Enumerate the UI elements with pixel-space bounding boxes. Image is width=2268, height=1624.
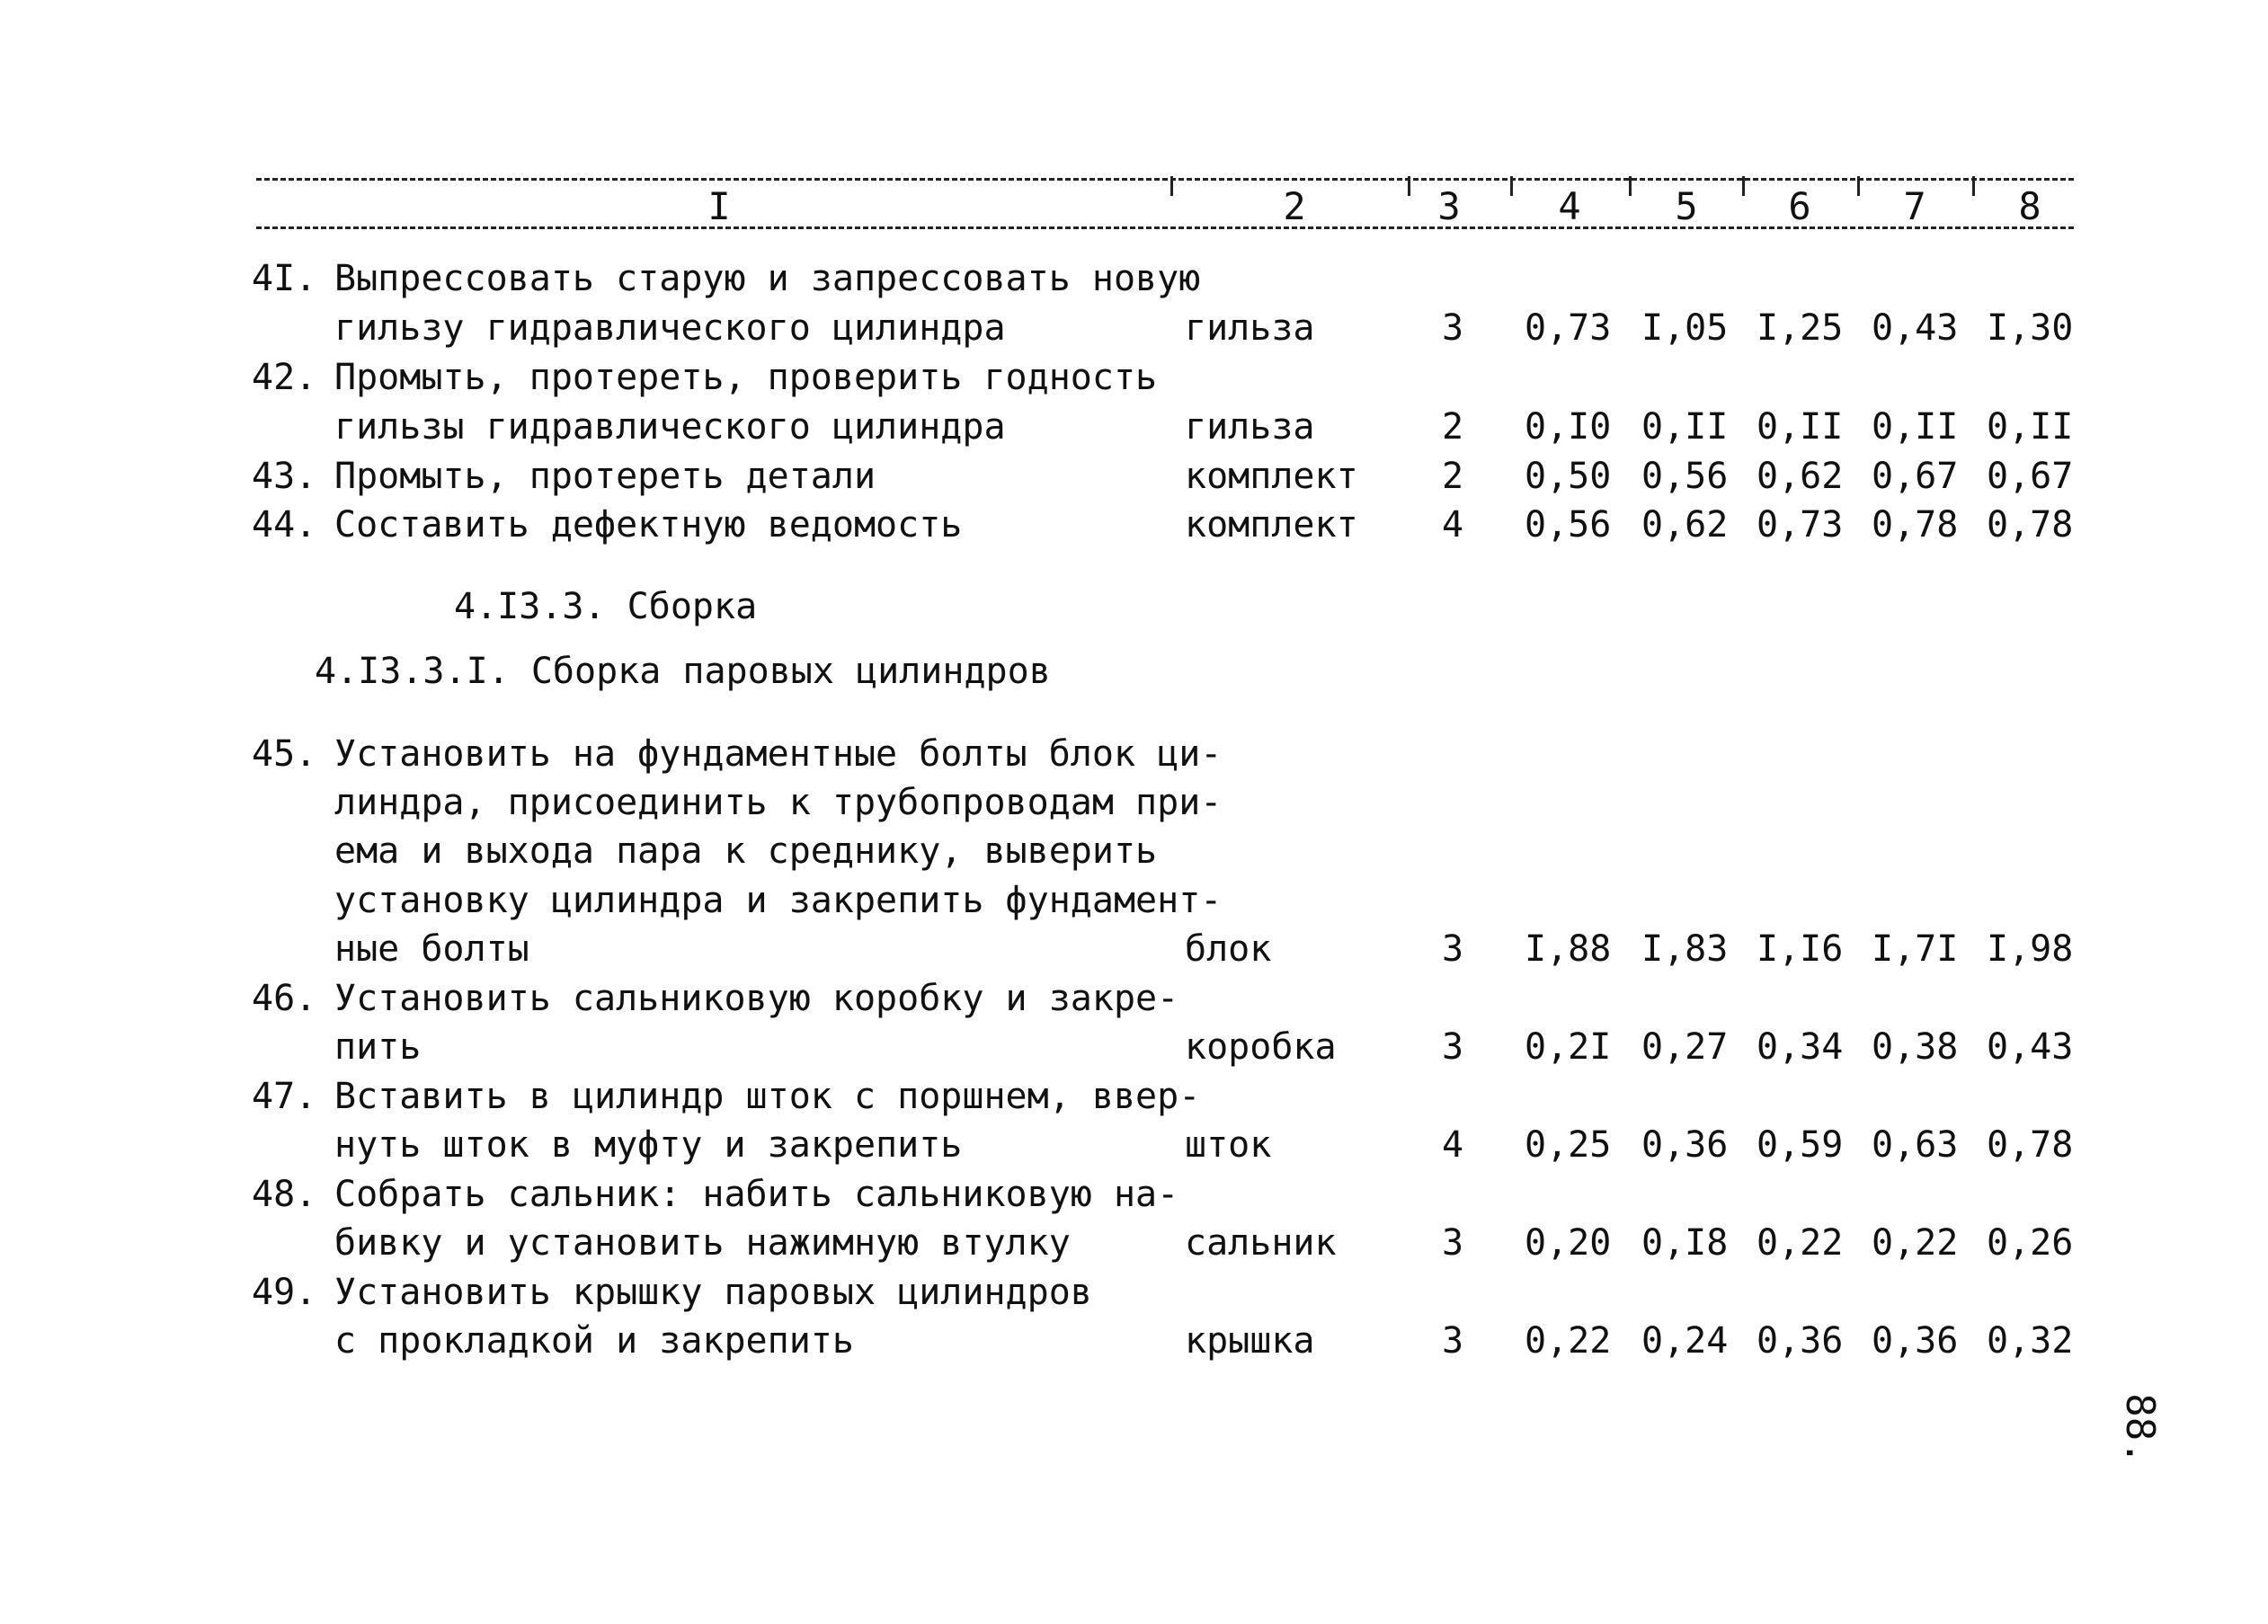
col5-cell: 0,27 — [1641, 1026, 1729, 1068]
header-col-4: 4 — [1558, 184, 1581, 228]
work-description: гильзу гидравлического цилиндра — [334, 307, 1006, 349]
col7-cell: 0,63 — [1872, 1124, 1959, 1166]
col6-cell: 0,62 — [1757, 456, 1844, 497]
col3-cell: 3 — [1441, 1320, 1464, 1362]
col8-cell: 0,43 — [1987, 1026, 2074, 1068]
page-number: 88. — [2117, 1393, 2163, 1465]
section-title: 4.I3.3. Сборка — [454, 586, 758, 627]
row-number: 49. — [252, 1272, 317, 1313]
work-description: с прокладкой и закрепить — [334, 1320, 854, 1362]
work-description: Выпрессовать старую и запрессовать новую — [334, 258, 1201, 299]
work-description: бивку и установить нажимную втулку — [334, 1222, 1071, 1264]
col7-cell: 0,36 — [1872, 1320, 1959, 1362]
col5-cell: I,83 — [1641, 928, 1729, 970]
work-description: линдра, присоединить к трубопроводам при- — [334, 782, 1223, 823]
col5-cell: 0,II — [1641, 406, 1729, 448]
col4-cell: 0,22 — [1525, 1320, 1612, 1362]
unit-cell: крышка — [1185, 1320, 1315, 1362]
header-col-1: I — [707, 184, 731, 228]
col8-cell: I,98 — [1987, 928, 2074, 970]
col3-cell: 4 — [1441, 1124, 1464, 1166]
column-divider — [1170, 176, 1173, 196]
header-top-rule — [256, 178, 2074, 181]
col5-cell: 0,I8 — [1641, 1222, 1729, 1264]
col7-cell: 0,II — [1872, 406, 1959, 448]
header-col-8: 8 — [2018, 184, 2041, 228]
header-col-3: 3 — [1437, 184, 1461, 228]
col3-cell: 4 — [1441, 504, 1464, 546]
col6-cell: 0,59 — [1757, 1124, 1844, 1166]
column-divider — [1510, 176, 1513, 196]
column-divider — [1972, 176, 1975, 196]
unit-cell: гильза — [1185, 406, 1315, 448]
row-number: 43. — [252, 456, 317, 497]
col3-cell: 3 — [1441, 1222, 1464, 1264]
column-divider — [1629, 176, 1632, 196]
work-description: пить — [334, 1026, 422, 1068]
row-number: 44. — [252, 504, 317, 546]
row-number: 46. — [252, 978, 317, 1019]
col7-cell: 0,22 — [1872, 1222, 1959, 1264]
row-number: 42. — [252, 357, 317, 398]
col7-cell: 0,43 — [1872, 307, 1959, 349]
col3-cell: 3 — [1441, 928, 1464, 970]
col8-cell: 0,26 — [1987, 1222, 2074, 1264]
work-description: Вставить в цилиндр шток с поршнем, ввер- — [334, 1076, 1201, 1117]
work-description: ные болты — [334, 928, 529, 970]
col7-cell: 0,78 — [1872, 504, 1959, 546]
header-col-7: 7 — [1903, 184, 1926, 228]
unit-cell: блок — [1185, 928, 1272, 970]
header-col-6: 6 — [1788, 184, 1811, 228]
unit-cell: комплект — [1185, 456, 1358, 497]
work-description: Промыть, протереть, проверить годность — [334, 357, 1158, 398]
work-description: нуть шток в муфту и закрепить — [334, 1124, 963, 1166]
row-number: 48. — [252, 1174, 317, 1215]
col5-cell: 0,56 — [1641, 456, 1729, 497]
col6-cell: 0,34 — [1757, 1026, 1844, 1068]
col7-cell: 0,38 — [1872, 1026, 1959, 1068]
work-description: установку цилиндра и закрепить фундамент- — [334, 880, 1223, 921]
row-number: 45. — [252, 733, 317, 775]
work-description: Установить крышку паровых цилиндров — [334, 1272, 1092, 1313]
work-description: Установить на фундаментные болты блок ци- — [334, 733, 1223, 775]
col3-cell: 3 — [1441, 1026, 1464, 1068]
header-col-2: 2 — [1283, 184, 1306, 228]
work-description: гильзы гидравлического цилиндра — [334, 406, 1006, 448]
unit-cell: комплект — [1185, 504, 1358, 546]
col6-cell: 0,II — [1757, 406, 1844, 448]
col4-cell: 0,25 — [1525, 1124, 1612, 1166]
unit-cell: коробка — [1185, 1026, 1337, 1068]
col6-cell: 0,36 — [1757, 1320, 1844, 1362]
col8-cell: 0,67 — [1987, 456, 2074, 497]
col7-cell: I,7I — [1872, 928, 1959, 970]
col8-cell: I,30 — [1987, 307, 2074, 349]
col8-cell: 0,II — [1987, 406, 2074, 448]
col6-cell: I,I6 — [1757, 928, 1844, 970]
col4-cell: 0,50 — [1525, 456, 1612, 497]
col7-cell: 0,67 — [1872, 456, 1959, 497]
col3-cell: 2 — [1441, 456, 1464, 497]
header-col-5: 5 — [1675, 184, 1698, 228]
column-divider — [1857, 176, 1860, 196]
unit-cell: сальник — [1185, 1222, 1337, 1264]
work-description: Составить дефектную ведомость — [334, 504, 963, 546]
col8-cell: 0,78 — [1987, 1124, 2074, 1166]
unit-cell: гильза — [1185, 307, 1315, 349]
work-description: Установить сальниковую коробку и закре- — [334, 978, 1179, 1019]
col8-cell: 0,32 — [1987, 1320, 2074, 1362]
col4-cell: 0,73 — [1525, 307, 1612, 349]
subsection-title: 4.I3.3.I. Сборка паровых цилиндров — [315, 651, 1051, 692]
col5-cell: I,05 — [1641, 307, 1729, 349]
col5-cell: 0,24 — [1641, 1320, 1729, 1362]
work-description: Промыть, протереть детали — [334, 456, 876, 497]
col8-cell: 0,78 — [1987, 504, 2074, 546]
col4-cell: 0,2I — [1525, 1026, 1612, 1068]
col4-cell: 0,I0 — [1525, 406, 1612, 448]
col3-cell: 3 — [1441, 307, 1464, 349]
col4-cell: I,88 — [1525, 928, 1612, 970]
row-number: 47. — [252, 1076, 317, 1117]
column-divider — [1408, 176, 1410, 196]
col6-cell: 0,22 — [1757, 1222, 1844, 1264]
row-number: 4I. — [252, 258, 317, 299]
column-divider — [1742, 176, 1745, 196]
col5-cell: 0,62 — [1641, 504, 1729, 546]
col6-cell: 0,73 — [1757, 504, 1844, 546]
col4-cell: 0,56 — [1525, 504, 1612, 546]
col4-cell: 0,20 — [1525, 1222, 1612, 1264]
col6-cell: I,25 — [1757, 307, 1844, 349]
col5-cell: 0,36 — [1641, 1124, 1729, 1166]
unit-cell: шток — [1185, 1124, 1272, 1166]
work-description: Собрать сальник: набить сальниковую на- — [334, 1174, 1179, 1215]
col3-cell: 2 — [1441, 406, 1464, 448]
work-description: ема и выхода пара к среднику, выверить — [334, 830, 1158, 872]
